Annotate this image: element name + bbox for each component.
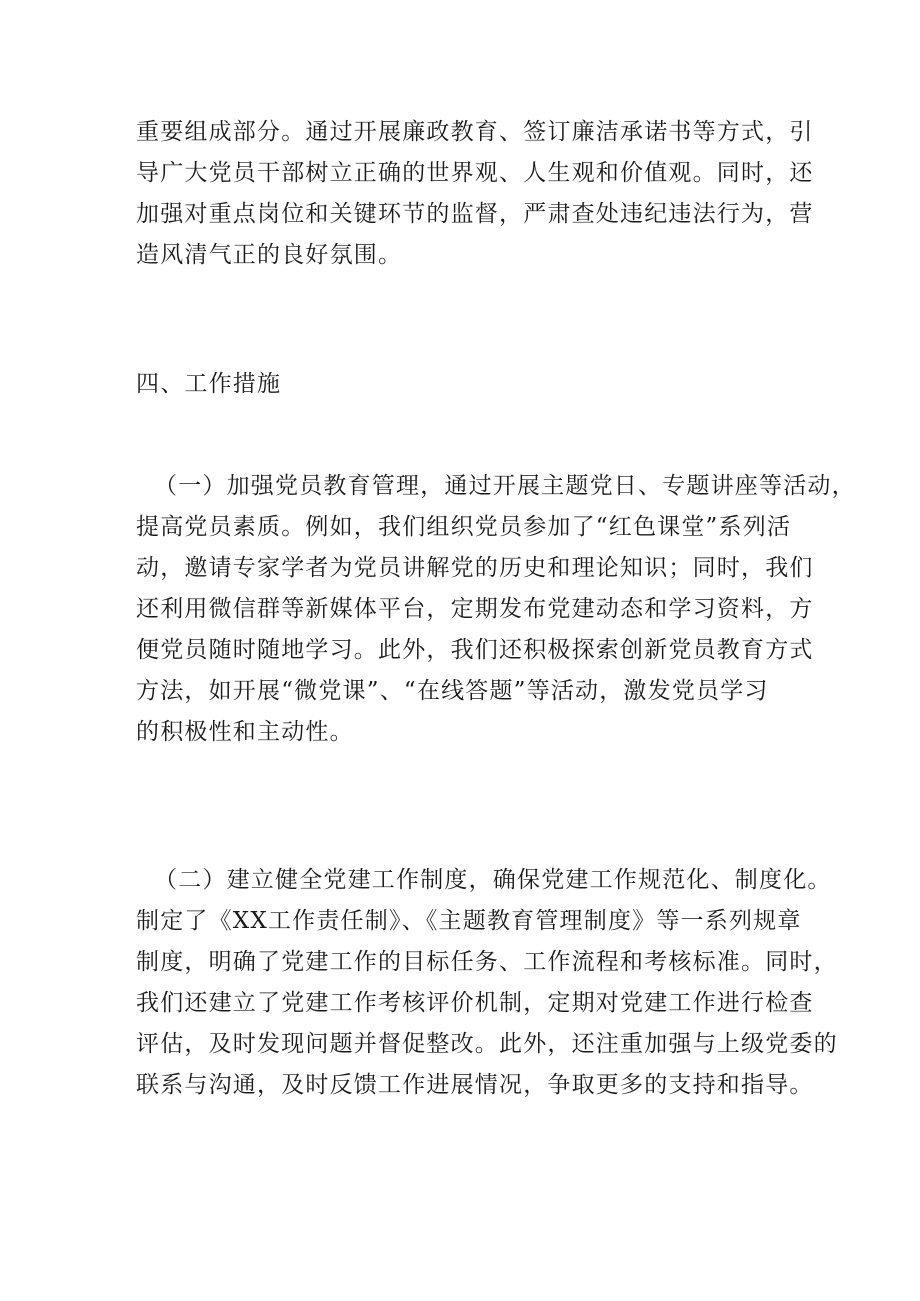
text-line: （二）建立健全党建工作制度，确保党建工作规范化、制度化。 (154, 867, 832, 893)
text-line: 的积极性和主动性。 (136, 719, 354, 745)
text-line: 制定了《XX工作责任制》、《主题教育管理制度》等一系列规章 (136, 908, 802, 934)
paragraph-party-education (0, 466, 920, 753)
paragraph-anti-corruption (0, 112, 920, 276)
text-line: 联系与沟通，及时反馈工作进展情况，争取更多的支持和指导。 (136, 1072, 814, 1098)
paragraph-party-system (0, 860, 920, 1106)
text-line: 制度，明确了党建工作的目标任务、工作流程和考核标准。同时， (136, 949, 838, 975)
text-line: 导广大党员干部树立正确的世界观、人生观和价值观。同时，还 (136, 160, 814, 186)
text-line: 我们还建立了党建工作考核评价机制，定期对党建工作进行检查 (136, 990, 814, 1016)
text-line: 动，邀请专家学者为党员讲解党的历史和理论知识；同时，我们 (136, 555, 814, 581)
text-line: 造风清气正的良好氛围。 (136, 242, 403, 268)
section-heading: 四、工作措施 (136, 371, 282, 397)
text-line: 提高党员素质。例如，我们组织党员参加了“红色课堂”系列活 (136, 514, 792, 540)
text-line: （一）加强党员教育管理，通过开展主题党日、专题讲座等活动， (154, 473, 856, 499)
text-line: 评估，及时发现问题并督促整改。此外，还注重加强与上级党委的 (136, 1031, 838, 1057)
text-line: 方法，如开展“微党课”、“在线答题”等活动，激发党员学习 (136, 678, 769, 704)
text-line: 重要组成部分。通过开展廉政教育、签订廉洁承诺书等方式，引 (136, 119, 814, 145)
text-line: 便党员随时随地学习。此外，我们还积极探索创新党员教育方式 (136, 637, 814, 663)
text-line: 还利用微信群等新媒体平台，定期发布党建动态和学习资料，方 (136, 596, 814, 622)
text-line: 加强对重点岗位和关键环节的监督，严肃查处违纪违法行为，营 (136, 201, 814, 227)
